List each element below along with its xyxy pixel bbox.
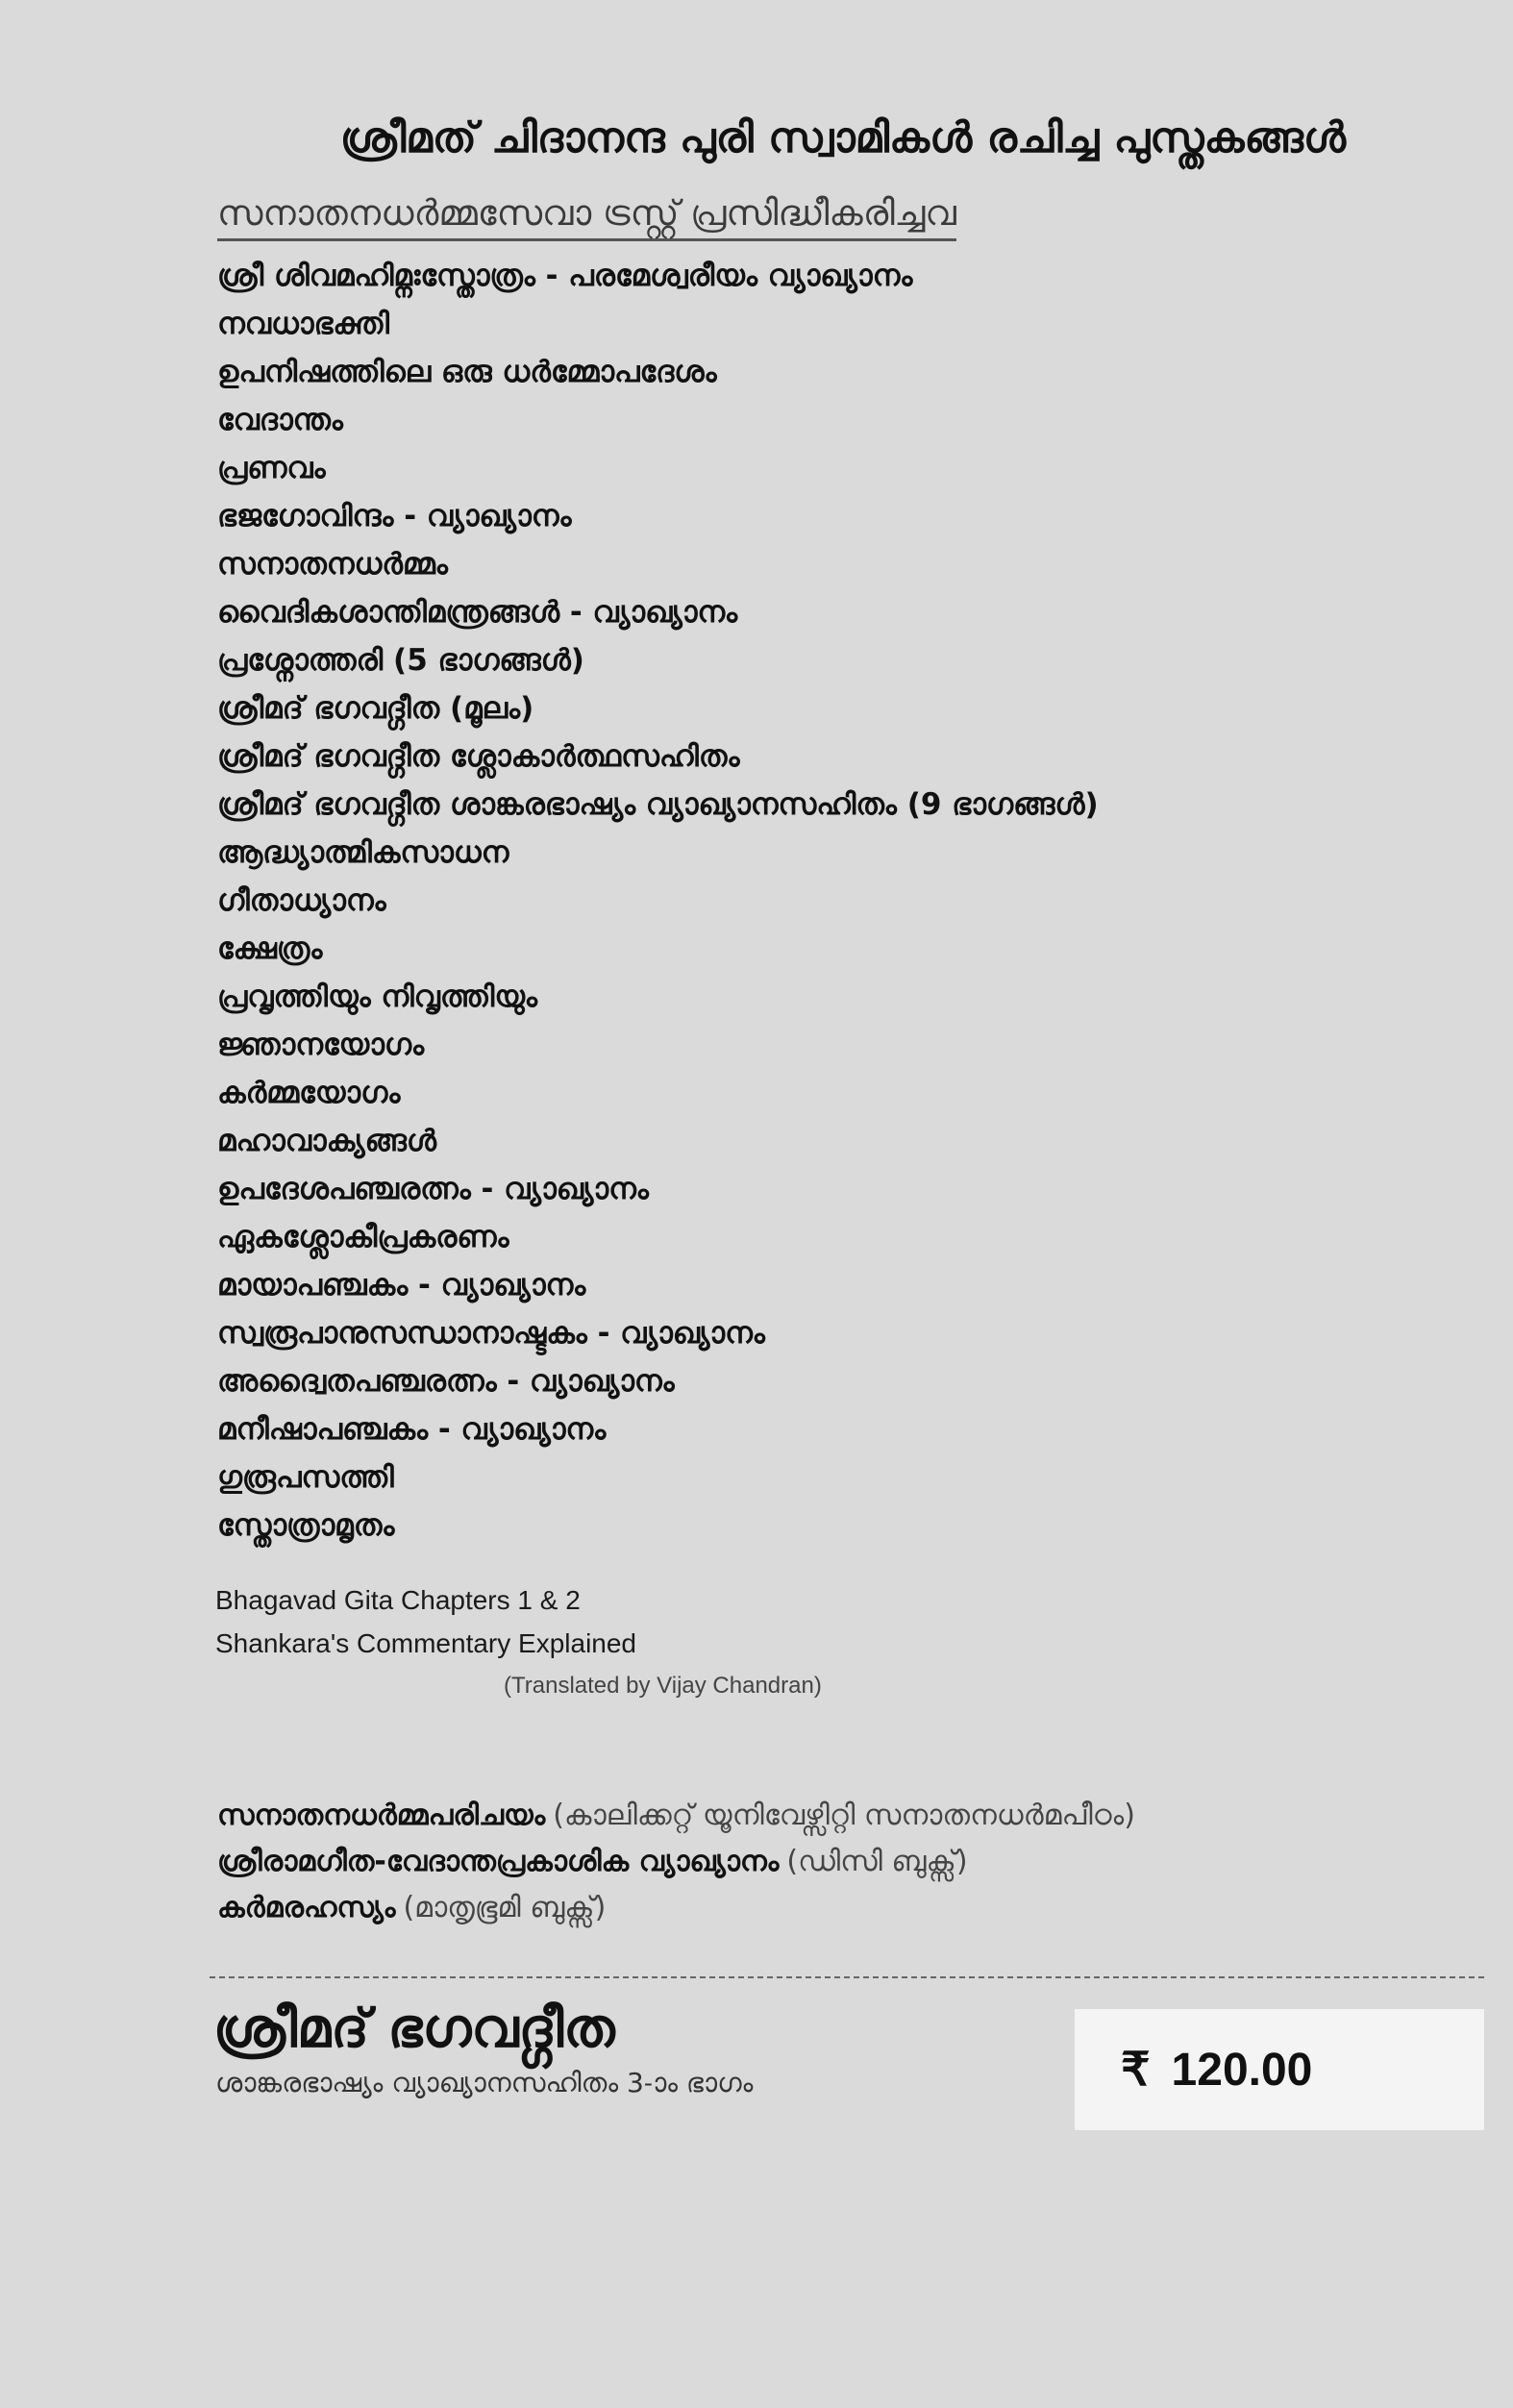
book-list-item: വൈദികശാന്തിമന്ത്രങ്ങൾ - വ്യാഖ്യാനം (217, 595, 738, 630)
book-list-item: ശ്രീ ശിവമഹിമ്നഃസ്തോത്രം - പരമേശ്വരീയം വ്യാഖ്യാനം (217, 259, 913, 293)
other-book-publisher: (മാതൃഭൂമി ബുക്സ്) (403, 1891, 607, 1924)
english-book-block (215, 1578, 822, 1705)
book-list-item: പ്രവൃത്തിയും നിവൃത്തിയും (217, 980, 538, 1014)
book-list-item: ശ്രീമദ് ഭഗവദ്ഗീത (മൂലം) (217, 691, 534, 726)
dashed-divider (210, 1976, 1484, 1978)
other-book-item (217, 1839, 1135, 1885)
book-list-item: മഹാവാക്യങ്ങൾ (217, 1124, 436, 1158)
book-list-item: ഉപദേശപഞ്ചരത്നം - വ്യാഖ്യാനം (217, 1172, 649, 1206)
price-value: 120.00 (1171, 2045, 1313, 2096)
other-book-publisher: (ഡിസി ബുക്സ്) (786, 1845, 968, 1878)
publisher-heading: സനാതനധർമ്മസേവാ ട്രസ്റ്റ് പ്രസിദ്ധീകരിച്ചവ (217, 192, 956, 241)
other-book-title: സനാതനധർമ്മപരിചയം (217, 1799, 546, 1832)
book-list-item: ശ്രീമദ് ഭഗവദ്ഗീത ശാങ്കരഭാഷ്യം വ്യാഖ്യാനസഹിതം (9 ഭാഗങ്ങൾ) (217, 787, 1099, 822)
book-list-item: ഭജഗോവിന്ദം - വ്യാഖ്യാനം (217, 499, 572, 534)
book-list-item: പ്രണവം (217, 451, 326, 485)
other-book-item (217, 1793, 1135, 1839)
book-list-item: ഗുരൂപസത്തി (217, 1460, 394, 1495)
other-book-item (217, 1885, 1135, 1931)
book-list (217, 252, 1099, 1550)
other-book-title: കർമരഹസ്യം (217, 1891, 396, 1924)
book-list-item: അദ്വൈതപഞ്ചരത്നം - വ്യാഖ്യാനം (217, 1364, 675, 1399)
book-list-item: കർമ്മയോഗം (217, 1076, 401, 1110)
book-list-item: ക്ഷേത്രം (217, 931, 323, 966)
book-subtitle: ശാങ്കരഭാഷ്യം വ്യാഖ്യാനസഹിതം 3-ാം ഭാഗം (215, 2067, 754, 2098)
price-tag (1121, 2043, 1312, 2097)
book-list-item: സനാതനധർമ്മം (217, 547, 448, 582)
price-box (1075, 2009, 1484, 2130)
book-list-item: മനീഷാപഞ്ചകം - വ്യാഖ്യാനം (217, 1412, 607, 1447)
page-title: ശ്രീമത് ചിദാനന്ദ പുരി സ്വാമികൾ രചിച്ച പുസ്തകങ്ങൾ (339, 113, 1347, 162)
book-list-item: ഏകശ്ലോകീപ്രകരണം (217, 1220, 509, 1254)
book-list-item: ജ്ഞാനയോഗം (217, 1028, 425, 1062)
book-list-item: ഉപനിഷത്തിലെ ഒരു ധർമ്മോപദേശം (217, 355, 717, 389)
other-book-publisher: (കാലിക്കറ്റ് യൂനിവേഴ്സിറ്റി സനാതനധർമപീഠം) (553, 1799, 1135, 1832)
book-list-item: മായാപഞ്ചകം - വ്യാഖ്യാനം (217, 1268, 586, 1303)
english-title-line: Bhagavad Gita Chapters 1 & 2 (215, 1585, 581, 1615)
english-subtitle-line: Shankara's Commentary Explained (215, 1628, 637, 1658)
book-title: ശ്രീമദ് ഭഗവദ്ഗീത (213, 1998, 615, 2060)
book-list-item: നവധാഭക്തി (217, 307, 389, 341)
other-book-title: ശ്രീരാമഗീത-വേദാന്തപ്രകാശിക വ്യാഖ്യാനം (217, 1845, 780, 1878)
other-publishers-list (217, 1793, 1135, 1931)
book-list-item: സ്വരൂപാനുസന്ധാനാഷ്ടകം - വ്യാഖ്യാനം (217, 1316, 765, 1351)
book-list-item: സ്തോത്രാമൃതം (217, 1508, 395, 1543)
book-list-item: ശ്രീമദ് ഭഗവദ്ഗീത ശ്ലോകാർത്ഥസഹിതം (217, 739, 740, 774)
translator-credit: (Translated by Vijay Chandran) (504, 1673, 822, 1699)
book-list-item: ആദ്ധ്യാത്മികസാധന (217, 835, 509, 870)
book-list-item: വേദാന്തം (217, 403, 343, 437)
book-list-item: ഗീതാധ്യാനം (217, 883, 386, 918)
book-list-item: പ്രശ്നോത്തരി (5 ഭാഗങ്ങൾ) (217, 643, 584, 678)
rupee-icon: ₹ (1121, 2045, 1151, 2096)
